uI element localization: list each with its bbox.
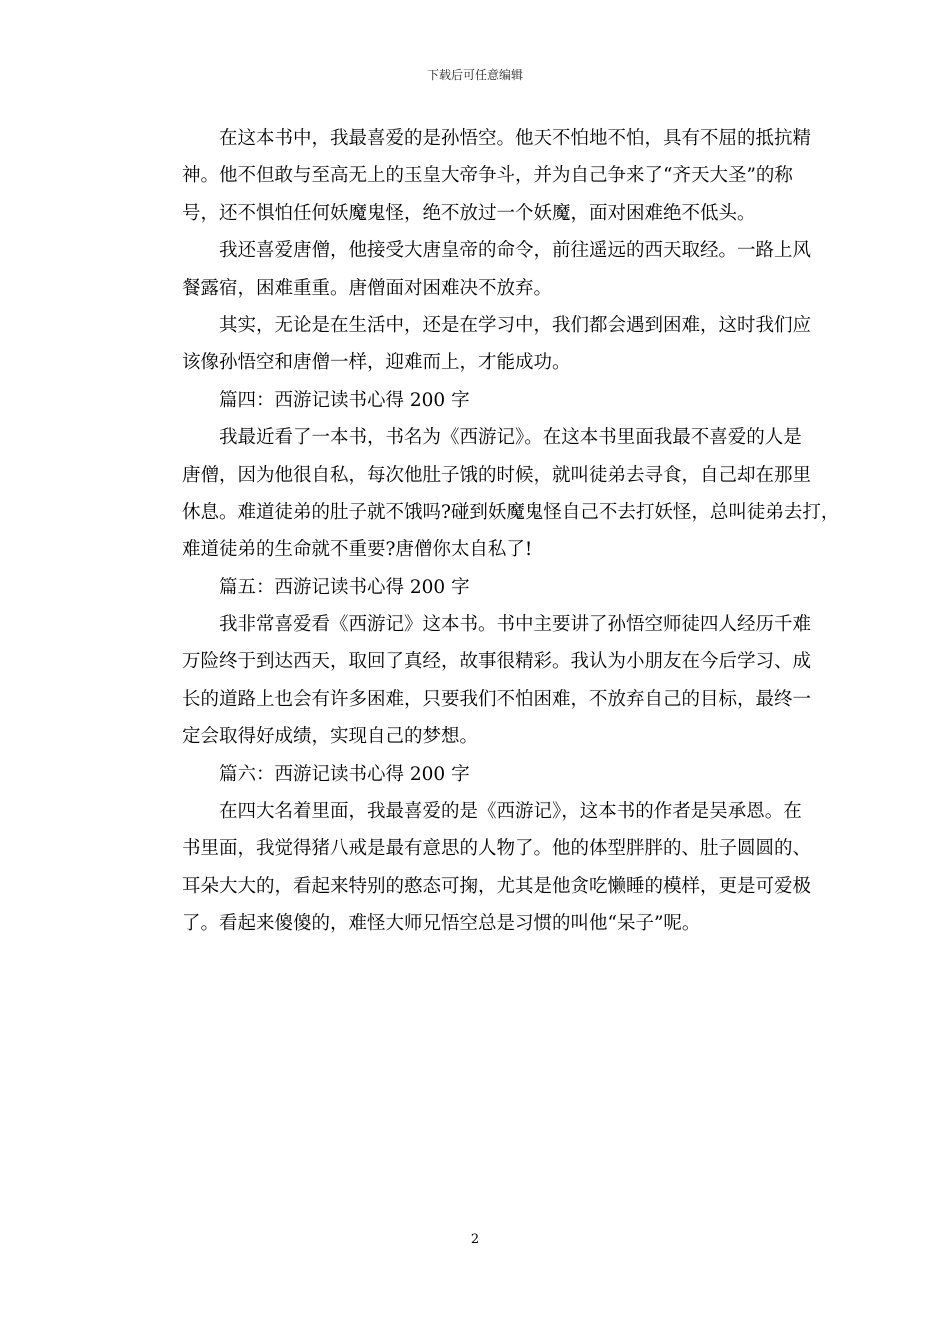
text-line: 我非常喜爱看《西游记》这本书。书中主要讲了孙悟空师徒四人经历千难 bbox=[219, 614, 812, 636]
text-line: 在这本书中，我最喜爱的是孙悟空。他天不怕地不怕，具有不屈的抵抗精 bbox=[219, 128, 812, 149]
paragraph-essay-5 bbox=[145, 606, 812, 756]
text-line: 该像孙悟空和唐僧一样，迎难而上，才能成功。 bbox=[182, 352, 571, 374]
text-line: 难道徒弟的生命就不重要?唐僧你太自私了! bbox=[182, 539, 533, 561]
paragraph-conclusion bbox=[145, 307, 812, 382]
section-heading: 篇六：西游记读书心得 200 字 bbox=[219, 763, 470, 785]
section-heading-6 bbox=[145, 756, 809, 793]
text-line: 在四大名着里面，我最喜爱的是《西游记》，这本书的作者是吴承恩。在 bbox=[219, 801, 802, 823]
paragraph-essay-6 bbox=[145, 793, 812, 943]
text-line: 定会取得好成绩，实现自己的梦想。 bbox=[182, 726, 479, 748]
page-number: 2 bbox=[470, 1232, 480, 1247]
text-line: 其实，无论是在生活中，还是在学习中，我们都会遇到困难，这时我们应 bbox=[219, 314, 812, 336]
section-heading-4 bbox=[145, 382, 809, 419]
text-line: 了。看起来傻傻的，难怪大师兄悟空总是习惯的叫他“呆子”呢。 bbox=[182, 913, 701, 935]
section-heading: 篇五：西游记读书心得 200 字 bbox=[219, 576, 470, 598]
text-line: 长的道路上也会有许多困难，只要我们不怕困难，不放弃自己的目标，最终一 bbox=[182, 688, 812, 710]
text-line: 万险终于到达西天，取回了真经，故事很精彩。我认为小朋友在今后学习、成 bbox=[182, 651, 812, 673]
text-line: 我还喜爱唐僧，他接受大唐皇帝的命令，前往遥远的西天取经。一路上风 bbox=[219, 240, 812, 262]
text-line: 神。他不但敢与至高无上的玉皇大帝争斗，并为自己争来了“齐天大圣”的称 bbox=[182, 165, 793, 187]
paragraph-sun-wukong bbox=[145, 120, 812, 232]
paragraph-tang-seng bbox=[145, 232, 812, 307]
text-line: 耳朵大大的，看起来特别的憨态可掬，尤其是他贪吃懒睡的模样，更是可爱极 bbox=[182, 875, 812, 897]
section-heading-5 bbox=[145, 569, 809, 606]
document-body bbox=[145, 120, 840, 943]
text-line: 书里面，我觉得猪八戒是最有意思的人物了。他的体型胖胖的、肚子圆圆的、 bbox=[182, 838, 812, 860]
text-line: 号，还不惧怕任何妖魔鬼怪，绝不放过一个妖魔，面对困难绝不低头。 bbox=[182, 202, 756, 224]
paragraph-essay-4 bbox=[145, 419, 840, 569]
text-line: 餐露宿，困难重重。唐僧面对困难决不放弃。 bbox=[182, 277, 553, 299]
page-header: 下载后可任意编辑 bbox=[426, 68, 523, 82]
text-line: 休息。难道徒弟的肚子就不饿吗?碰到妖魔鬼怪自己不去打妖怪，总叫徒弟去打， bbox=[182, 501, 840, 523]
text-line: 我最近看了一本书，书名为《西游记》。在这本书里面我最不喜爱的人是 bbox=[219, 427, 802, 449]
section-heading: 篇四：西游记读书心得 200 字 bbox=[219, 389, 470, 411]
text-line: 唐僧，因为他很自私，每次他肚子饿的时候，就叫徒弟去寻食，自己却在那里 bbox=[182, 464, 812, 486]
